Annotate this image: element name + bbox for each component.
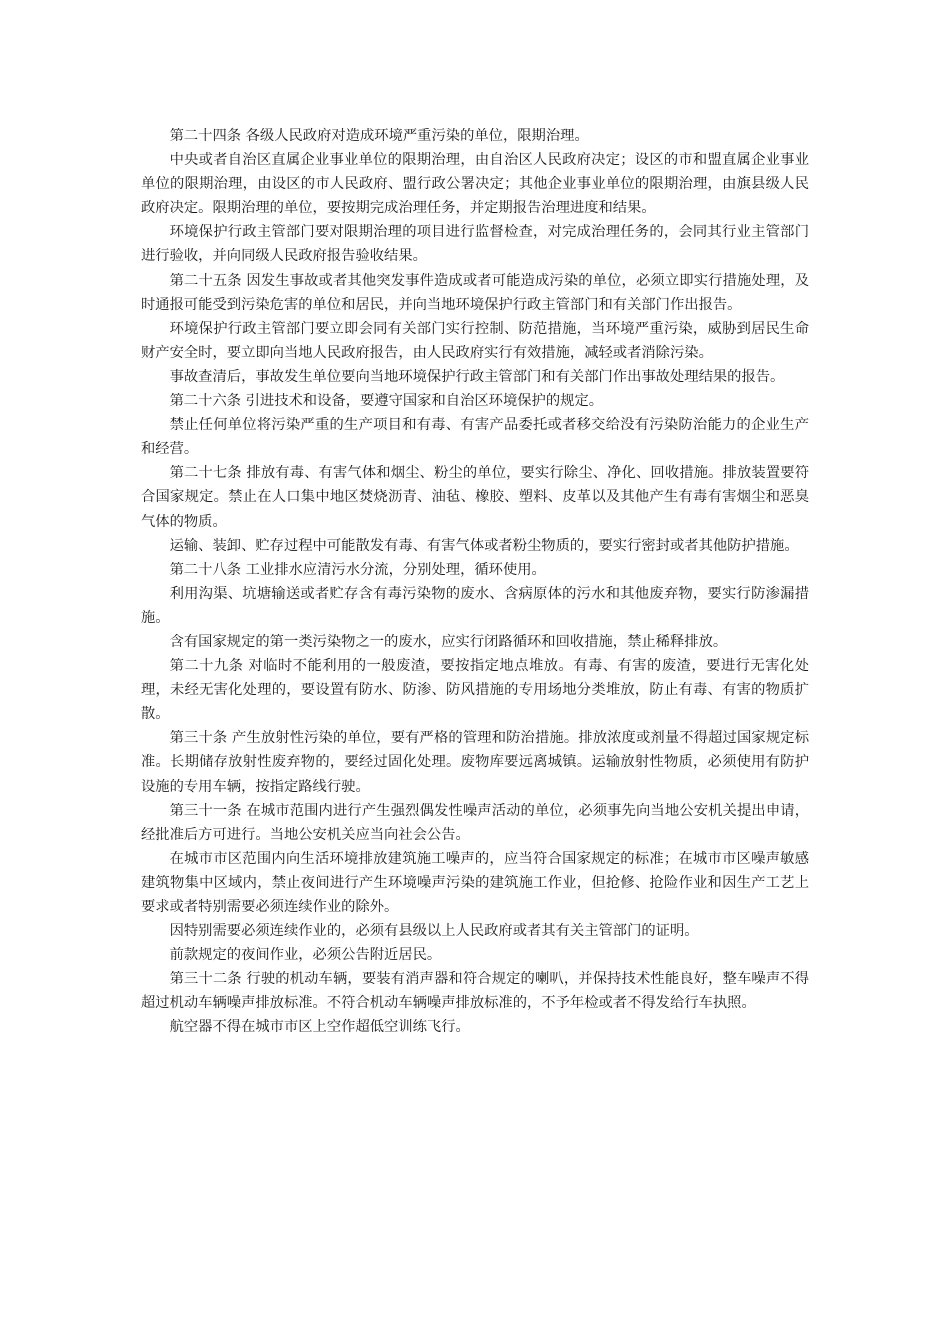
paragraph: 运输、装卸、贮存过程中可能散发有毒、有害气体或者粉尘物质的，要实行密封或者其他防护措施。: [169, 537, 799, 554]
paragraph: 航空器不得在城市市区上空作超低空训练飞行。: [169, 1019, 470, 1036]
paragraph: 利用沟渠、坑塘输送或者贮存含有毒污染物的废水、含病原体的污水和其他废弃物，要实行防渗漏措施。: [141, 585, 809, 626]
paragraph: 中央或者自治区直属企业事业单位的限期治理，由自治区人民政府决定；设区的市和盟直属企业事业单位的限期治理，由设区的市人民政府、盟行政公署决定；其他企业事业单位的限期治理，由旗县级人民政府决定。限期治理的单位，要按期完成治理任务，并定期报告治理进度和结果。: [141, 152, 809, 217]
paragraph: 事故查清后，事故发生单位要向当地环境保护行政主管部门和有关部门作出事故处理结果的报告。: [169, 368, 785, 385]
paragraph: 第二十五条 因发生事故或者其他突发事件造成或者可能造成污染的单位，必须立即实行措施处理，及时通报可能受到污染危害的单位和居民，并向当地环境保护行政主管部门和有关部门作出报告。: [141, 272, 809, 313]
paragraph: 第三十条 产生放射性污染的单位，要有严格的管理和防治措施。排放浓度或剂量不得超过国家规定标准。长期储存放射性废弃物的，要经过固化处理。废物库要远离城镇。运输放射性物质，必须使用有防护设施的专用车辆，按指定路线行驶。: [141, 730, 809, 795]
paragraph: 第二十八条 工业排水应清污水分流，分别处理，循环使用。: [169, 561, 546, 578]
paragraph: 第三十二条 行驶的机动车辆，要装有消声器和符合规定的喇叭，并保持技术性能良好，整车噪声不得超过机动车辆噪声排放标准。不符合机动车辆噪声排放标准的，不予年检或者不得发给行车执照。: [141, 971, 809, 1012]
paragraph: 第二十六条 引进技术和设备，要遵守国家和自治区环境保护的规定。: [169, 393, 604, 410]
paragraph: 环境保护行政主管部门要立即会同有关部门实行控制、防范措施，当环境严重污染，威胁到居民生命财产安全时，要立即向当地人民政府报告，由人民政府实行有效措施，减轻或者消除污染。: [141, 320, 809, 361]
document-body: [141, 124, 809, 1040]
paragraph: 第三十一条 在城市范围内进行产生强烈偶发性噪声活动的单位，必须事先向当地公安机关提出申请，经批准后方可进行。当地公安机关应当向社会公告。: [141, 802, 809, 843]
paragraph: 第二十四条 各级人民政府对造成环境严重污染的单位，限期治理。: [169, 128, 589, 144]
paragraph: 环境保护行政主管部门要对限期治理的项目进行监督检查，对完成治理任务的，会同其行业主管部门进行验收，并向同级人民政府报告验收结果。: [141, 224, 809, 265]
paragraph: 含有国家规定的第一类污染物之一的废水，应实行闭路循环和回收措施，禁止稀释排放。: [169, 633, 728, 650]
paragraph: 禁止任何单位将污染严重的生产项目和有毒、有害产品委托或者移交给没有污染防治能力的企业生产和经营。: [141, 417, 809, 458]
paragraph: 第二十九条 对临时不能利用的一般废渣，要按指定地点堆放。有毒、有害的废渣，要进行无害化处理，未经无害化处理的，要设置有防水、防渗、防风措施的专用场地分类堆放，防止有毒、有害的物质扩散。: [141, 658, 809, 723]
paragraph: 第二十七条 排放有毒、有害气体和烟尘、粉尘的单位，要实行除尘、净化、回收措施。排放装置要符合国家规定。禁止在人口集中地区焚烧沥青、油毡、橡胶、塑料、皮革以及其他产生有毒有害烟尘和恶臭气体的物质。: [141, 465, 809, 530]
paragraph: 在城市市区范围内向生活环境排放建筑施工噪声的，应当符合国家规定的标准；在城市市区噪声敏感建筑物集中区域内，禁止夜间进行产生环境噪声污染的建筑施工作业，但抢修、抢险作业和因生产工艺上要求或者特别需要必须连续作业的除外。: [141, 850, 809, 915]
paragraph: 前款规定的夜间作业，必须公告附近居民。: [169, 947, 442, 964]
paragraph: 因特别需要必须连续作业的，必须有县级以上人民政府或者其有关主管部门的证明。: [169, 923, 699, 940]
